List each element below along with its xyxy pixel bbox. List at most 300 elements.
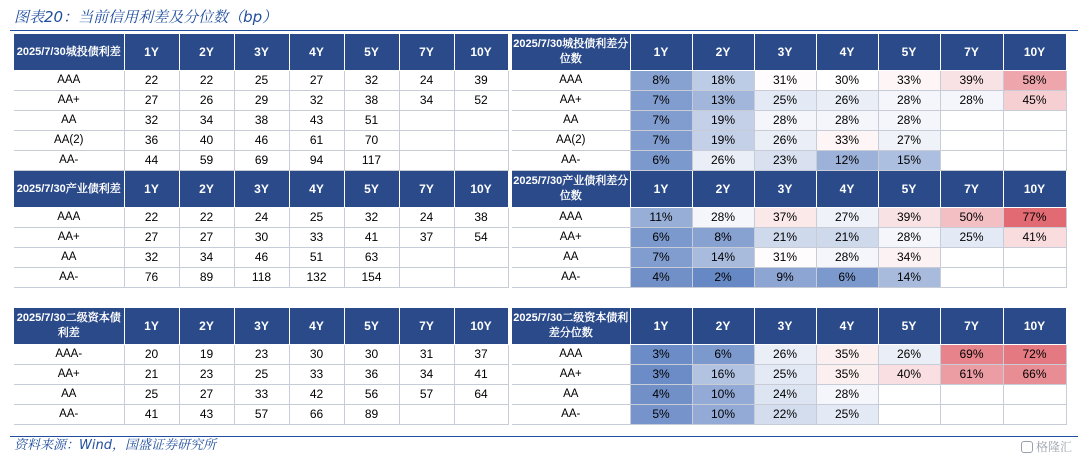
spread-table <box>14 34 509 171</box>
percentile-cell: 25% <box>754 91 816 111</box>
spread-cell: 32 <box>124 111 179 131</box>
percentile-cell: 7% <box>630 111 692 131</box>
percentile-cell <box>940 131 1003 151</box>
table-row <box>512 268 1066 288</box>
rating-label: AAA <box>512 208 630 228</box>
header-row <box>512 34 1066 71</box>
spread-cell: 34 <box>399 91 454 111</box>
spread-cell: 41 <box>344 228 399 248</box>
header-row <box>14 171 508 208</box>
percentile-cell: 26% <box>816 91 878 111</box>
tenor-header: 5Y <box>344 34 399 71</box>
table-row <box>14 71 508 91</box>
rating-label: AA- <box>14 405 124 425</box>
tenor-header: 3Y <box>754 308 816 345</box>
spread-cell <box>399 268 454 288</box>
percentile-cell: 6% <box>630 151 692 171</box>
rating-label: AA <box>14 111 124 131</box>
spread-cell: 41 <box>124 405 179 425</box>
spread-cell: 42 <box>289 385 344 405</box>
spread-cell: 57 <box>399 385 454 405</box>
percentile-cell <box>1003 151 1066 171</box>
spread-cell: 38 <box>234 111 289 131</box>
tenor-header: 1Y <box>124 308 179 345</box>
spread-cell: 54 <box>454 228 508 248</box>
spread-cell: 23 <box>179 365 234 385</box>
tenor-header: 4Y <box>816 171 878 208</box>
percentile-table <box>512 34 1067 171</box>
percentile-cell: 10% <box>692 385 754 405</box>
percentile-header: 2025/7/30产业债利差分位数 <box>512 171 630 208</box>
table-row <box>14 365 508 385</box>
tenor-header: 2Y <box>692 171 754 208</box>
percentile-cell: 25% <box>816 405 878 425</box>
spread-cell: 25 <box>124 385 179 405</box>
spread-cell: 56 <box>344 385 399 405</box>
rating-label: AA- <box>14 268 124 288</box>
percentile-cell: 25% <box>940 228 1003 248</box>
percentile-cell: 27% <box>878 131 940 151</box>
spread-cell: 37 <box>454 345 508 365</box>
percentile-cell: 41% <box>1003 228 1066 248</box>
percentile-cell: 27% <box>816 208 878 228</box>
table-row <box>14 208 508 228</box>
rating-label: AA <box>14 248 124 268</box>
percentile-cell <box>940 405 1003 425</box>
spread-cell: 38 <box>454 208 508 228</box>
table-row <box>512 385 1066 405</box>
tenor-header: 1Y <box>630 308 692 345</box>
percentile-cell: 72% <box>1003 345 1066 365</box>
percentile-cell: 8% <box>692 228 754 248</box>
spread-cell: 69 <box>234 151 289 171</box>
tenor-header: 10Y <box>454 171 508 208</box>
tenor-header: 10Y <box>1003 308 1066 345</box>
table-row <box>512 151 1066 171</box>
rating-label: AA- <box>512 268 630 288</box>
percentile-cell: 7% <box>630 131 692 151</box>
header-row <box>512 171 1066 208</box>
spread-cell: 66 <box>289 405 344 425</box>
percentile-cell <box>940 111 1003 131</box>
tenor-header: 1Y <box>630 34 692 71</box>
spread-cell: 33 <box>234 385 289 405</box>
rating-label: AA <box>512 248 630 268</box>
percentile-cell: 28% <box>816 248 878 268</box>
table-group <box>14 171 1066 309</box>
tenor-header: 5Y <box>878 308 940 345</box>
rating-label: AAA <box>512 71 630 91</box>
table-row <box>14 91 508 111</box>
percentile-cell: 12% <box>816 151 878 171</box>
percentile-cell: 6% <box>630 228 692 248</box>
table-row <box>14 405 508 425</box>
spread-cell: 29 <box>234 91 289 111</box>
spread-cell: 26 <box>179 91 234 111</box>
tenor-header: 3Y <box>754 34 816 71</box>
tenor-header: 4Y <box>816 308 878 345</box>
tenor-header: 5Y <box>344 171 399 208</box>
table-row <box>512 208 1066 228</box>
percentile-cell: 61% <box>940 365 1003 385</box>
spread-cell: 32 <box>124 248 179 268</box>
spread-cell: 36 <box>124 131 179 151</box>
percentile-cell: 19% <box>692 111 754 131</box>
percentile-cell: 7% <box>630 91 692 111</box>
spread-cell: 46 <box>234 131 289 151</box>
percentile-cell: 19% <box>692 131 754 151</box>
spread-cell: 36 <box>344 365 399 385</box>
spread-cell: 20 <box>124 345 179 365</box>
percentile-cell: 14% <box>878 268 940 288</box>
tenor-header: 2Y <box>692 34 754 71</box>
percentile-cell <box>1003 385 1066 405</box>
spread-cell: 31 <box>399 345 454 365</box>
spread-cell: 27 <box>289 71 344 91</box>
spread-cell: 57 <box>234 405 289 425</box>
percentile-cell: 22% <box>754 405 816 425</box>
spread-cell <box>399 405 454 425</box>
spread-cell: 27 <box>179 228 234 248</box>
spread-cell: 117 <box>344 151 399 171</box>
spread-cell: 34 <box>399 365 454 385</box>
header-row <box>14 308 508 345</box>
table-row <box>14 131 508 151</box>
percentile-cell <box>1003 268 1066 288</box>
spread-cell: 41 <box>454 365 508 385</box>
percentile-cell: 23% <box>754 151 816 171</box>
tenor-header: 1Y <box>124 34 179 71</box>
spread-cell: 30 <box>234 228 289 248</box>
spread-cell: 33 <box>289 365 344 385</box>
percentile-cell: 26% <box>692 151 754 171</box>
percentile-cell: 26% <box>878 345 940 365</box>
percentile-cell: 40% <box>878 365 940 385</box>
percentile-cell: 77% <box>1003 208 1066 228</box>
rating-label: AA- <box>512 151 630 171</box>
spread-cell: 25 <box>289 208 344 228</box>
spread-cell: 32 <box>344 208 399 228</box>
percentile-cell: 28% <box>940 91 1003 111</box>
percentile-cell: 4% <box>630 385 692 405</box>
rating-label: AA- <box>512 405 630 425</box>
tenor-header: 4Y <box>289 171 344 208</box>
percentile-cell <box>878 405 940 425</box>
percentile-cell: 3% <box>630 365 692 385</box>
percentile-cell: 28% <box>878 228 940 248</box>
spread-cell: 25 <box>234 71 289 91</box>
rating-label: AA+ <box>512 228 630 248</box>
percentile-cell: 18% <box>692 71 754 91</box>
rating-label: AA+ <box>14 91 124 111</box>
tenor-header: 7Y <box>940 308 1003 345</box>
percentile-cell: 25% <box>754 365 816 385</box>
spread-cell: 40 <box>179 131 234 151</box>
watermark-logo-icon <box>1021 441 1033 453</box>
spread-cell <box>399 111 454 131</box>
spread-header: 2025/7/30产业债利差 <box>14 171 124 208</box>
percentile-cell <box>1003 405 1066 425</box>
percentile-cell: 35% <box>816 365 878 385</box>
tenor-header: 2Y <box>179 171 234 208</box>
tenor-header: 1Y <box>124 171 179 208</box>
rating-label: AA <box>14 385 124 405</box>
percentile-cell: 24% <box>754 385 816 405</box>
spread-cell: 38 <box>344 91 399 111</box>
spread-header: 2025/7/30城投债利差 <box>14 34 124 71</box>
table-row <box>14 385 508 405</box>
table-row <box>512 228 1066 248</box>
spread-cell: 76 <box>124 268 179 288</box>
header-row <box>512 308 1066 345</box>
table-row <box>14 345 508 365</box>
tenor-header: 7Y <box>399 308 454 345</box>
percentile-cell: 28% <box>692 208 754 228</box>
spread-cell: 30 <box>344 345 399 365</box>
spread-cell <box>399 131 454 151</box>
percentile-cell: 6% <box>816 268 878 288</box>
tenor-header: 10Y <box>454 34 508 71</box>
percentile-cell: 45% <box>1003 91 1066 111</box>
tenor-header: 5Y <box>344 308 399 345</box>
percentile-table <box>512 171 1067 288</box>
spread-cell: 61 <box>289 131 344 151</box>
percentile-cell: 66% <box>1003 365 1066 385</box>
spread-cell <box>454 131 508 151</box>
tenor-header: 2Y <box>179 308 234 345</box>
rating-label: AA(2) <box>14 131 124 151</box>
percentile-cell: 10% <box>692 405 754 425</box>
percentile-header: 2025/7/30城投债利差分位数 <box>512 34 630 71</box>
percentile-cell: 58% <box>1003 71 1066 91</box>
spread-header: 2025/7/30二级资本债利差 <box>14 308 124 345</box>
spread-cell: 33 <box>289 228 344 248</box>
spread-cell: 22 <box>124 71 179 91</box>
percentile-cell <box>1003 131 1066 151</box>
table-row <box>512 405 1066 425</box>
tenor-header: 4Y <box>289 34 344 71</box>
percentile-cell: 4% <box>630 268 692 288</box>
rating-label: AA- <box>14 151 124 171</box>
percentile-cell: 28% <box>878 111 940 131</box>
spread-cell: 37 <box>399 228 454 248</box>
tenor-header: 7Y <box>940 171 1003 208</box>
tenor-header: 10Y <box>1003 34 1066 71</box>
spread-cell <box>454 248 508 268</box>
percentile-cell: 30% <box>816 71 878 91</box>
percentile-cell: 26% <box>754 345 816 365</box>
percentile-cell: 2% <box>692 268 754 288</box>
rating-label: AA+ <box>512 91 630 111</box>
table-row <box>512 365 1066 385</box>
spread-cell: 19 <box>179 345 234 365</box>
table-group <box>14 308 1066 446</box>
spread-cell: 25 <box>234 365 289 385</box>
percentile-cell: 28% <box>878 91 940 111</box>
rating-label: AAA <box>512 345 630 365</box>
spread-cell: 32 <box>289 91 344 111</box>
percentile-cell: 39% <box>940 71 1003 91</box>
percentile-cell <box>940 385 1003 405</box>
percentile-table <box>512 308 1067 425</box>
percentile-cell: 21% <box>816 228 878 248</box>
rating-label: AA+ <box>14 365 124 385</box>
tenor-header: 5Y <box>878 171 940 208</box>
rating-label: AA <box>512 385 630 405</box>
spread-cell: 23 <box>234 345 289 365</box>
percentile-cell: 31% <box>754 248 816 268</box>
spread-cell: 30 <box>289 345 344 365</box>
tenor-header: 4Y <box>289 308 344 345</box>
tenor-header: 3Y <box>234 308 289 345</box>
tenor-header: 3Y <box>234 34 289 71</box>
spread-cell: 22 <box>179 208 234 228</box>
spread-cell: 51 <box>289 248 344 268</box>
percentile-cell: 3% <box>630 345 692 365</box>
tenor-header: 1Y <box>630 171 692 208</box>
spread-cell: 118 <box>234 268 289 288</box>
tenor-header: 10Y <box>1003 171 1066 208</box>
percentile-cell: 9% <box>754 268 816 288</box>
percentile-cell: 28% <box>816 385 878 405</box>
tenor-header: 5Y <box>878 34 940 71</box>
percentile-cell: 15% <box>878 151 940 171</box>
spread-cell: 32 <box>344 71 399 91</box>
percentile-cell: 69% <box>940 345 1003 365</box>
rating-label: AAA <box>14 71 124 91</box>
percentile-cell: 6% <box>692 345 754 365</box>
percentile-cell: 35% <box>816 345 878 365</box>
rating-label: AAA <box>14 208 124 228</box>
spread-cell: 59 <box>179 151 234 171</box>
table-row <box>512 131 1066 151</box>
percentile-cell: 28% <box>754 111 816 131</box>
table-row <box>512 111 1066 131</box>
spread-cell <box>399 248 454 268</box>
table-row <box>14 111 508 131</box>
spread-cell: 24 <box>399 71 454 91</box>
table-row <box>14 248 508 268</box>
spread-cell: 22 <box>124 208 179 228</box>
rating-label: AA+ <box>14 228 124 248</box>
tenor-header: 2Y <box>179 34 234 71</box>
tenor-header: 10Y <box>454 308 508 345</box>
spread-cell: 24 <box>234 208 289 228</box>
percentile-cell: 28% <box>816 111 878 131</box>
percentile-cell: 33% <box>816 131 878 151</box>
spread-cell: 89 <box>179 268 234 288</box>
rating-label: AA <box>512 111 630 131</box>
spread-cell: 24 <box>399 208 454 228</box>
spread-cell: 22 <box>179 71 234 91</box>
spread-cell: 27 <box>179 385 234 405</box>
rating-label: AA(2) <box>512 131 630 151</box>
percentile-cell: 5% <box>630 405 692 425</box>
spread-cell: 34 <box>179 248 234 268</box>
spread-cell <box>454 151 508 171</box>
spread-cell: 52 <box>454 91 508 111</box>
percentile-cell <box>1003 248 1066 268</box>
spread-cell <box>454 111 508 131</box>
percentile-cell: 50% <box>940 208 1003 228</box>
spread-table <box>14 171 509 288</box>
spread-cell: 46 <box>234 248 289 268</box>
spread-cell <box>454 268 508 288</box>
spread-cell: 43 <box>289 111 344 131</box>
percentile-cell <box>940 248 1003 268</box>
table-row <box>512 345 1066 365</box>
table-row <box>14 228 508 248</box>
figure-title: 图表20：当前信用利差及分位数（bp） <box>14 8 278 26</box>
spread-cell: 44 <box>124 151 179 171</box>
watermark <box>1021 439 1072 455</box>
spread-cell: 27 <box>124 91 179 111</box>
table-row <box>512 91 1066 111</box>
spread-cell: 27 <box>124 228 179 248</box>
percentile-cell: 33% <box>878 71 940 91</box>
spread-cell: 43 <box>179 405 234 425</box>
table-row <box>512 248 1066 268</box>
percentile-cell: 39% <box>878 208 940 228</box>
percentile-header: 2025/7/30二级资本债利差分位数 <box>512 308 630 345</box>
percentile-cell <box>1003 111 1066 131</box>
spread-cell: 21 <box>124 365 179 385</box>
percentile-cell <box>940 268 1003 288</box>
spread-cell <box>399 151 454 171</box>
spread-cell: 132 <box>289 268 344 288</box>
spread-cell: 51 <box>344 111 399 131</box>
percentile-cell: 8% <box>630 71 692 91</box>
tenor-header: 7Y <box>399 34 454 71</box>
tenor-header: 7Y <box>399 171 454 208</box>
rating-label: AA+ <box>512 365 630 385</box>
tenor-header: 3Y <box>234 171 289 208</box>
table-group <box>14 34 1066 172</box>
spread-cell: 34 <box>179 111 234 131</box>
spread-cell: 89 <box>344 405 399 425</box>
watermark-text: 格隆汇 <box>1035 440 1072 454</box>
percentile-cell: 16% <box>692 365 754 385</box>
spread-cell: 94 <box>289 151 344 171</box>
spread-cell: 70 <box>344 131 399 151</box>
rating-label: AAA- <box>14 345 124 365</box>
spread-cell: 39 <box>454 71 508 91</box>
table-row <box>14 151 508 171</box>
percentile-cell: 21% <box>754 228 816 248</box>
spread-cell: 154 <box>344 268 399 288</box>
tenor-header: 4Y <box>816 34 878 71</box>
percentile-cell <box>940 151 1003 171</box>
tenor-header: 3Y <box>754 171 816 208</box>
table-row <box>14 268 508 288</box>
percentile-cell: 34% <box>878 248 940 268</box>
percentile-cell: 37% <box>754 208 816 228</box>
percentile-cell: 26% <box>754 131 816 151</box>
header-row <box>14 34 508 71</box>
spread-cell <box>454 405 508 425</box>
spread-table <box>14 308 509 425</box>
table-row <box>512 71 1066 91</box>
source-note: 资料来源：Wind，国盛证券研究所 <box>14 438 216 453</box>
percentile-cell: 7% <box>630 248 692 268</box>
percentile-cell: 13% <box>692 91 754 111</box>
percentile-cell <box>878 385 940 405</box>
tenor-header: 7Y <box>940 34 1003 71</box>
spread-cell: 63 <box>344 248 399 268</box>
percentile-cell: 31% <box>754 71 816 91</box>
title-divider <box>10 30 1078 31</box>
percentile-cell: 14% <box>692 248 754 268</box>
